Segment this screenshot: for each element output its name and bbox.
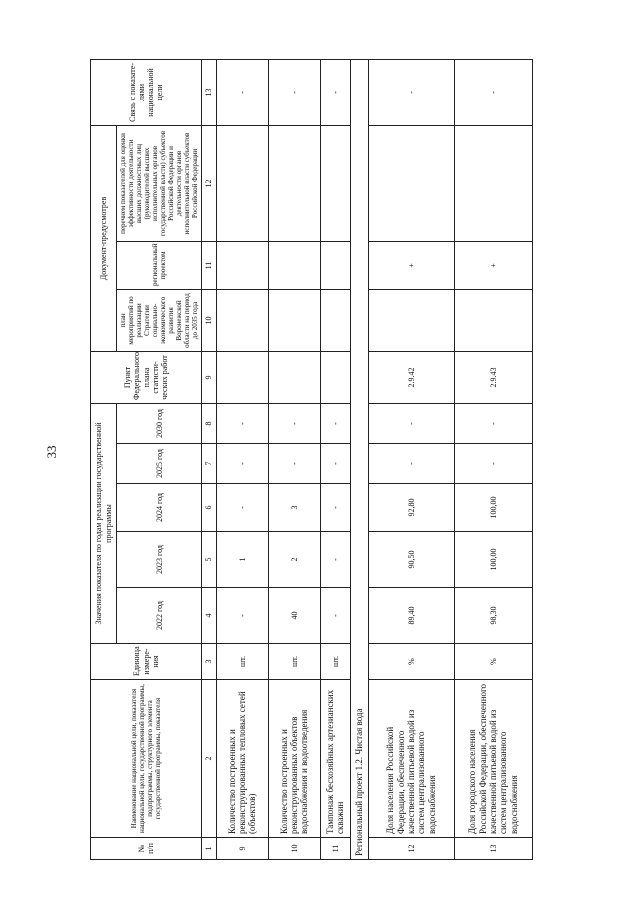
value-2023: 2 — [268, 532, 320, 588]
value-2024: - — [216, 484, 268, 532]
header-2022: 2022 год — [117, 588, 202, 644]
value-2024: 3 — [268, 484, 320, 532]
regproject-mark: + — [368, 241, 454, 289]
table-row — [216, 59, 268, 859]
efficiency-mark — [454, 125, 532, 241]
value-2025: - — [320, 444, 350, 484]
header-2025: 2025 год — [117, 444, 202, 484]
regproject-mark — [320, 241, 350, 289]
strategy-mark — [454, 289, 532, 351]
rotated-table-wrapper — [90, 60, 520, 860]
header-values-group: Значения показателя по годам реализации государственной программы — [91, 403, 117, 643]
header-unit: Единица измере-ния — [91, 644, 202, 680]
col-number: 12 — [202, 125, 216, 241]
indicators-table — [90, 59, 533, 860]
value-2022: - — [216, 588, 268, 644]
header-efficiency: перечнем показателей для оценки эффективности деятельности высших должностных лиц (руководителей высших исполнительных органов государственной власти) субъектов Российской Федерации и деятельности органов исполнительной власти субъектов Российской Федерации — [117, 125, 202, 241]
link-mark: - — [268, 59, 320, 125]
header-regproject: региональный проектом — [117, 241, 202, 289]
indicator-name: Количество построенных и реконструированных объектов водоснабжения и водоотведения — [268, 680, 320, 838]
row-number: 13 — [454, 838, 532, 860]
indicator-name: Тампонаж бесхозяйных артезианских скважин — [320, 680, 350, 838]
col-number: 11 — [202, 241, 216, 289]
col-number: 8 — [202, 403, 216, 443]
row-number: 11 — [320, 838, 350, 860]
unit-cell: % — [454, 644, 532, 680]
strategy-mark — [268, 289, 320, 351]
table-row — [368, 59, 454, 859]
link-mark: - — [320, 59, 350, 125]
regproject-mark — [268, 241, 320, 289]
value-2025: - — [368, 444, 454, 484]
plan-item: 2.9.43 — [454, 351, 532, 403]
col-number: 7 — [202, 444, 216, 484]
row-number: 9 — [216, 838, 268, 860]
col-number: 3 — [202, 644, 216, 680]
table-row — [454, 59, 532, 859]
link-mark: - — [368, 59, 454, 125]
efficiency-mark — [320, 125, 350, 241]
value-2024: - — [320, 484, 350, 532]
indicator-name: Доля населения Российской Федерации, обеспеченного качественной питьевой водой из систем централизованного водоснабжения — [368, 680, 454, 838]
col-number: 6 — [202, 484, 216, 532]
section-row — [350, 59, 368, 859]
col-number: 4 — [202, 588, 216, 644]
value-2022: 89,40 — [368, 588, 454, 644]
value-2022: - — [320, 588, 350, 644]
strategy-mark — [368, 289, 454, 351]
col-number: 10 — [202, 289, 216, 351]
value-2024: 92,80 — [368, 484, 454, 532]
header-docs-group: Документ-предусмотрев — [91, 125, 117, 351]
value-2022: 98,30 — [454, 588, 532, 644]
header-2030: 2030 год — [117, 403, 202, 443]
efficiency-mark — [216, 125, 268, 241]
table-row — [320, 59, 350, 859]
section-title: Региональный проект 1.2. Чистая вода — [350, 59, 368, 859]
header-name: Наименование национальной цели, показателя национальной цели, государственной программы, подпрограммы, структурного элемента государственной программы, показателя — [91, 680, 202, 838]
value-2030: - — [454, 403, 532, 443]
col-number: 9 — [202, 351, 216, 403]
value-2025: - — [216, 444, 268, 484]
value-2024: 100,00 — [454, 484, 532, 532]
indicator-name: Доля городского населения Российской Федерации, обеспеченного качественной питьевой водой из систем централизованного водоснабжения — [454, 680, 532, 838]
col-number: 1 — [202, 838, 216, 860]
page-number: 33 — [44, 445, 59, 459]
plan-item — [216, 351, 268, 403]
row-number: 10 — [268, 838, 320, 860]
regproject-mark: + — [454, 241, 532, 289]
value-2023: 1 — [216, 532, 268, 588]
value-2025: - — [268, 444, 320, 484]
header-2023: 2023 год — [117, 532, 202, 588]
unit-cell: шт. — [320, 644, 350, 680]
regproject-mark — [216, 241, 268, 289]
plan-item — [320, 351, 350, 403]
plan-item: 2.9.42 — [368, 351, 454, 403]
unit-cell: % — [368, 644, 454, 680]
link-mark: - — [454, 59, 532, 125]
unit-cell: шт. — [216, 644, 268, 680]
value-2030: - — [320, 403, 350, 443]
unit-cell: шт. — [268, 644, 320, 680]
strategy-mark — [320, 289, 350, 351]
plan-item — [268, 351, 320, 403]
value-2030: - — [216, 403, 268, 443]
col-number: 5 — [202, 532, 216, 588]
row-number: 12 — [368, 838, 454, 860]
indicator-name: Количество построенных и реконструированных тепловых сетей (объектов) — [216, 680, 268, 838]
value-2030: - — [268, 403, 320, 443]
col-number: 13 — [202, 59, 216, 125]
value-2023: 100,00 — [454, 532, 532, 588]
header-num: № п/п — [91, 838, 202, 860]
header-plan: Пункт Федерального плана статисти-ческих работ — [91, 351, 202, 403]
value-2023: 90,50 — [368, 532, 454, 588]
col-number: 2 — [202, 680, 216, 838]
value-2030: - — [368, 403, 454, 443]
value-2023: - — [320, 532, 350, 588]
header-link: Связь с показате-лями национальной цели — [91, 59, 202, 125]
value-2025: - — [454, 444, 532, 484]
table-row — [268, 59, 320, 859]
column-numbers-row — [202, 59, 216, 859]
value-2022: 40 — [268, 588, 320, 644]
efficiency-mark — [368, 125, 454, 241]
header-strategy: план мероприятий по реализации Стратегии социально-экономического развития Воронежской области на период до 2035 года — [117, 289, 202, 351]
efficiency-mark — [268, 125, 320, 241]
strategy-mark — [216, 289, 268, 351]
header-2024: 2024 год — [117, 484, 202, 532]
link-mark: - — [216, 59, 268, 125]
